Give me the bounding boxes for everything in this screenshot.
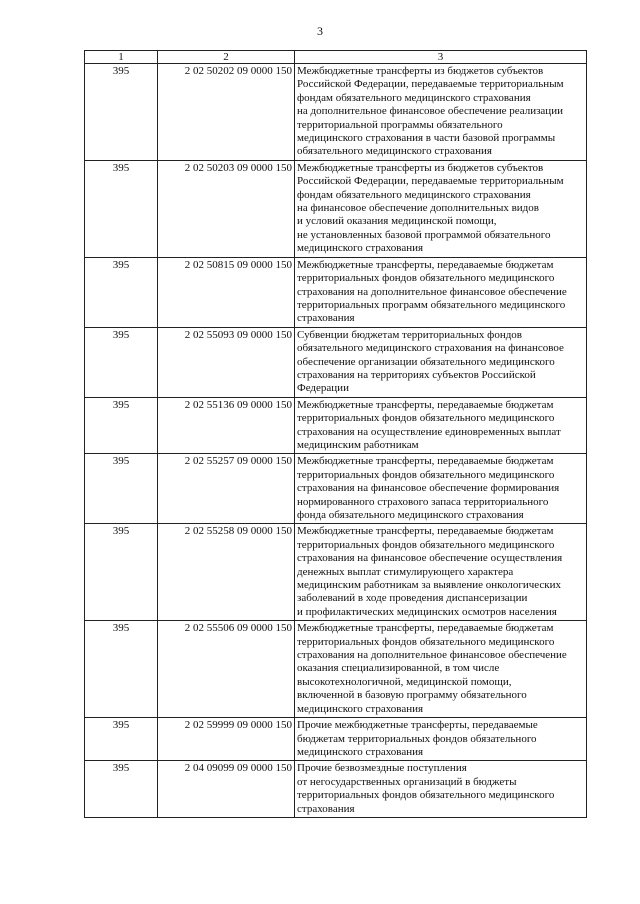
budget-code-cell: 2 04 09099 09 0000 150 bbox=[158, 761, 295, 818]
admin-code-cell: 395 bbox=[85, 64, 158, 161]
budget-code-cell: 2 02 55258 09 0000 150 bbox=[158, 524, 295, 621]
admin-code-cell: 395 bbox=[85, 718, 158, 761]
table-row bbox=[85, 160, 587, 257]
admin-code-cell: 395 bbox=[85, 257, 158, 327]
budget-code-cell: 2 02 50203 09 0000 150 bbox=[158, 160, 295, 257]
column-header-1: 1 bbox=[85, 51, 158, 64]
admin-code-cell: 395 bbox=[85, 524, 158, 621]
budget-code-cell: 2 02 55136 09 0000 150 bbox=[158, 397, 295, 454]
table-row bbox=[85, 397, 587, 454]
budget-code-cell: 2 02 50815 09 0000 150 bbox=[158, 257, 295, 327]
income-name-cell: Межбюджетные трансферты, передаваемые бюджетам территориальных фондов обязательного медицинского страхования на финансовое обеспечение формирования нормированного страхового запаса территориального фонда обязательного медицинского страхования bbox=[295, 454, 587, 524]
table-row bbox=[85, 621, 587, 718]
admin-code-cell: 395 bbox=[85, 327, 158, 397]
table-row bbox=[85, 761, 587, 818]
table-row bbox=[85, 524, 587, 621]
page-number: 3 bbox=[317, 24, 323, 38]
budget-code-cell: 2 02 55506 09 0000 150 bbox=[158, 621, 295, 718]
admin-code-cell: 395 bbox=[85, 621, 158, 718]
admin-code-cell: 395 bbox=[85, 160, 158, 257]
table-row bbox=[85, 454, 587, 524]
income-name-cell: Межбюджетные трансферты, передаваемые бюджетам территориальных фондов обязательного медицинского страхования на осуществление единовременных выплат медицинским работникам bbox=[295, 397, 587, 454]
table-header-row bbox=[85, 51, 587, 64]
admin-code-cell: 395 bbox=[85, 397, 158, 454]
income-name-cell: Прочие безвозмездные поступления от негосударственных организаций в бюджеты территориальных фондов обязательного медицинского страхования bbox=[295, 761, 587, 818]
income-name-cell: Межбюджетные трансферты, передаваемые бюджетам территориальных фондов обязательного медицинского страхования на дополнительное финансовое обеспечение территориальных программ обязательного медицинского страхования bbox=[295, 257, 587, 327]
table-row bbox=[85, 64, 587, 161]
column-header-3: 3 bbox=[295, 51, 587, 64]
income-name-cell: Межбюджетные трансферты из бюджетов субъектов Российской Федерации, передаваемые территориальным фондам обязательного медицинского страхования на финансовое обеспечение дополнительных видов и условий оказания медицинской помощи, не установленных базовой программой обязательного медицинского страхования bbox=[295, 160, 587, 257]
income-name-cell: Межбюджетные трансферты, передаваемые бюджетам территориальных фондов обязательного медицинского страхования на дополнительное финансовое обеспечение оказания специализированной, в том числе высокотехнологичной, медицинской помощи, включенной в базовую программу обязательного медицинского страхования bbox=[295, 621, 587, 718]
income-name-cell: Субвенции бюджетам территориальных фондов обязательного медицинского страхования на финансовое обеспечение организации обязательного медицинского страхования на территориях субъектов Российской Федерации bbox=[295, 327, 587, 397]
income-name-cell: Межбюджетные трансферты из бюджетов субъектов Российской Федерации, передаваемые территориальным фондам обязательного медицинского страхования на дополнительное финансовое обеспечение реализации территориальной программы обязательного медицинского страхования в части базовой программы обязательного медицинского страхования bbox=[295, 64, 587, 161]
income-name-cell: Прочие межбюджетные трансферты, передаваемые бюджетам территориальных фондов обязательного медицинского страхования bbox=[295, 718, 587, 761]
budget-code-cell: 2 02 55093 09 0000 150 bbox=[158, 327, 295, 397]
table-row bbox=[85, 257, 587, 327]
budget-code-cell: 2 02 59999 09 0000 150 bbox=[158, 718, 295, 761]
admin-code-cell: 395 bbox=[85, 761, 158, 818]
budget-codes-table bbox=[84, 50, 587, 818]
budget-code-cell: 2 02 55257 09 0000 150 bbox=[158, 454, 295, 524]
table-row bbox=[85, 327, 587, 397]
admin-code-cell: 395 bbox=[85, 454, 158, 524]
column-header-2: 2 bbox=[158, 51, 295, 64]
budget-code-cell: 2 02 50202 09 0000 150 bbox=[158, 64, 295, 161]
table-row bbox=[85, 718, 587, 761]
income-name-cell: Межбюджетные трансферты, передаваемые бюджетам территориальных фондов обязательного медицинского страхования на финансовое обеспечение осуществления денежных выплат стимулирующего характера медицинским работникам за выявление онкологических заболеваний в ходе проведения диспансеризации и профилактических медицинских осмотров населения bbox=[295, 524, 587, 621]
